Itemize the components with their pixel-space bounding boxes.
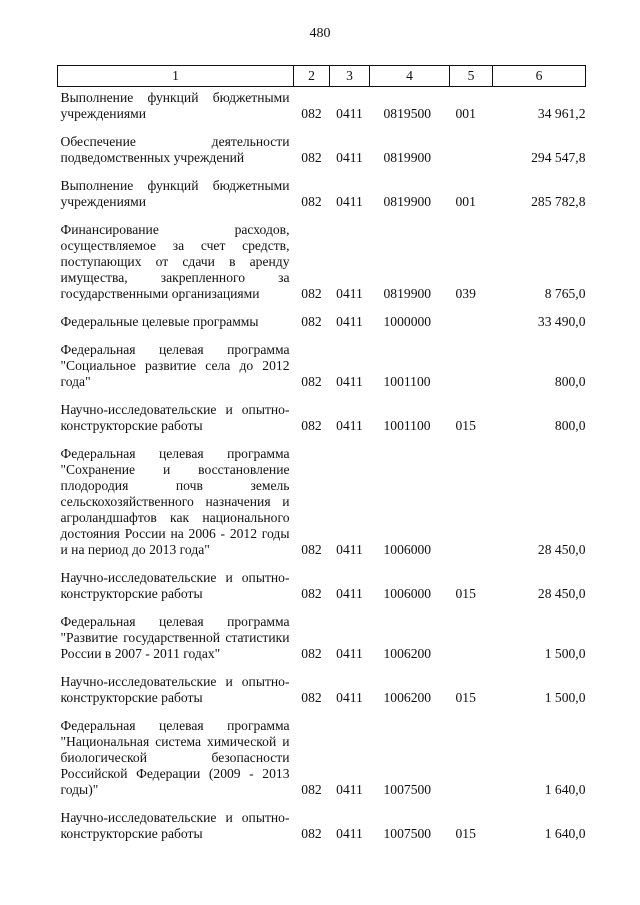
- row-vr: 001: [455, 194, 476, 209]
- row-grbs: 082: [301, 586, 322, 601]
- header-col-5: 5: [450, 66, 493, 87]
- row-grbs: 082: [301, 194, 322, 209]
- row-name: Федеральная целевая программа "Развитие государственной статистики России в 2007 - 2011 годах": [60, 614, 290, 661]
- row-csr: 0819900: [383, 194, 432, 209]
- row-vr: 001: [455, 106, 476, 121]
- row-grbs: 082: [301, 646, 322, 661]
- row-vr: [450, 335, 493, 395]
- budget-table: [57, 65, 586, 847]
- row-grbs: 082: [301, 826, 322, 841]
- row-grbs: 082: [301, 106, 322, 121]
- table-row: [58, 127, 586, 171]
- row-name: Федеральные целевые программы: [60, 314, 259, 329]
- row-amount: 800,0: [554, 418, 586, 433]
- row-section: 0411: [336, 286, 363, 301]
- row-section: 0411: [336, 542, 363, 557]
- row-section: 0411: [336, 194, 363, 209]
- row-amount: 1 640,0: [544, 826, 586, 841]
- row-amount: 34 961,2: [537, 106, 586, 121]
- table-row: [58, 667, 586, 711]
- table-row: [58, 395, 586, 439]
- row-csr: 0819900: [383, 150, 432, 165]
- header-col-4: 4: [370, 66, 450, 87]
- row-vr: [450, 307, 493, 335]
- row-section: 0411: [336, 826, 363, 841]
- row-name: Выполнение функций бюджетными учреждениями: [60, 90, 290, 121]
- row-amount: 294 547,8: [531, 150, 586, 165]
- header-col-1: 1: [58, 66, 294, 87]
- row-csr: 0819900: [383, 286, 432, 301]
- row-amount: 8 765,0: [544, 286, 586, 301]
- row-section: 0411: [336, 586, 363, 601]
- row-amount: 1 500,0: [544, 690, 586, 705]
- row-csr: 1006000: [383, 586, 432, 601]
- row-grbs: 082: [301, 314, 322, 329]
- row-name: Обеспечение деятельности подведомственных учреждений: [60, 134, 290, 165]
- row-vr: [450, 711, 493, 803]
- row-csr: 1006000: [383, 542, 432, 557]
- header-col-6: 6: [493, 66, 586, 87]
- header-col-3: 3: [330, 66, 370, 87]
- header-row: [58, 66, 586, 87]
- row-grbs: 082: [301, 782, 322, 797]
- row-vr: [450, 607, 493, 667]
- row-csr: 1007500: [383, 826, 432, 841]
- row-vr: 015: [455, 586, 476, 601]
- row-amount: 1 640,0: [544, 782, 586, 797]
- row-vr: [450, 439, 493, 563]
- row-section: 0411: [336, 106, 363, 121]
- row-section: 0411: [336, 374, 363, 389]
- table-row: [58, 215, 586, 307]
- table-row: [58, 711, 586, 803]
- row-name: Научно-исследовательские и опытно-конструкторские работы: [60, 674, 290, 705]
- table-row: [58, 563, 586, 607]
- table-row: [58, 171, 586, 215]
- row-vr: 015: [455, 690, 476, 705]
- row-vr: [450, 127, 493, 171]
- row-name: Федеральная целевая программа "Сохранение и восстановление плодородия почв земель сельскохозяйственного назначения и агроландшафтов как национального достояния России на 2006 - 2012 годы и на период до 2013 года": [60, 446, 290, 557]
- row-name: Федеральная целевая программа "Национальная система химической и биологической безопасности Российской Федерации (2009 - 2013 годы)": [60, 718, 290, 797]
- table-body: [58, 87, 586, 848]
- row-section: 0411: [336, 646, 363, 661]
- row-grbs: 082: [301, 374, 322, 389]
- row-section: 0411: [336, 418, 363, 433]
- row-grbs: 082: [301, 418, 322, 433]
- row-section: 0411: [336, 782, 363, 797]
- row-section: 0411: [336, 150, 363, 165]
- row-name: Научно-исследовательские и опытно-конструкторские работы: [60, 570, 290, 601]
- row-grbs: 082: [301, 690, 322, 705]
- table-row: [58, 803, 586, 847]
- row-grbs: 082: [301, 286, 322, 301]
- table-row: [58, 307, 586, 335]
- row-name: Финансирование расходов, осуществляемое за счет средств, поступающих от сдачи в аренду имущества, закрепленного за государственными организациями: [60, 222, 290, 301]
- row-csr: 1006200: [383, 646, 432, 661]
- row-grbs: 082: [301, 150, 322, 165]
- row-amount: 285 782,8: [531, 194, 586, 209]
- row-amount: 800,0: [554, 374, 586, 389]
- row-csr: 1001100: [383, 374, 431, 389]
- table-row: [58, 87, 586, 128]
- table-row: [58, 439, 586, 563]
- row-vr: 015: [455, 826, 476, 841]
- row-amount: 33 490,0: [537, 314, 586, 329]
- row-csr: 1000000: [383, 314, 432, 329]
- page-number: 480: [309, 26, 331, 41]
- table-row: [58, 335, 586, 395]
- row-csr: 1006200: [383, 690, 432, 705]
- row-section: 0411: [336, 314, 363, 329]
- row-grbs: 082: [301, 542, 322, 557]
- row-amount: 28 450,0: [537, 586, 586, 601]
- row-amount: 28 450,0: [537, 542, 586, 557]
- row-name: Федеральная целевая программа "Социальное развитие села до 2012 года": [60, 342, 290, 389]
- row-name: Выполнение функций бюджетными учреждениями: [60, 178, 290, 209]
- row-csr: 1007500: [383, 782, 432, 797]
- row-section: 0411: [336, 690, 363, 705]
- table-row: [58, 607, 586, 667]
- header-col-2: 2: [294, 66, 330, 87]
- row-vr: 039: [455, 286, 476, 301]
- row-amount: 1 500,0: [544, 646, 586, 661]
- row-name: Научно-исследовательские и опытно-конструкторские работы: [60, 402, 290, 433]
- row-name: Научно-исследовательские и опытно-конструкторские работы: [60, 810, 290, 841]
- row-csr: 0819500: [383, 106, 432, 121]
- table-header: [58, 66, 586, 87]
- row-vr: 015: [455, 418, 476, 433]
- row-csr: 1001100: [383, 418, 431, 433]
